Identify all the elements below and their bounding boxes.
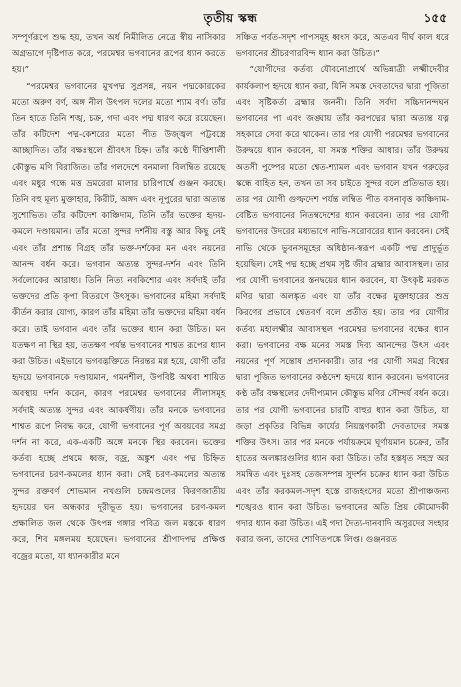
paragraph: “পরমেশ্বর ভগবানের মুখপদ্ম সুপ্রসন্ন, নয়ন পদ্মকোরকের মতো অরুণ বর্ণ, অঙ্গ নীল উৎপল দলের মতো শ্যাম বর্ণ। তাঁর তিন হাতে তিনি শঙ্খ, চক্র, গদা এবং পদ্ম ধারণ করে রয়েছেন। তাঁর কটিদেশ পদ্ম-কেশরের মতো পীত উজ্জ্বল পট্টবস্ত্রে আচ্ছাদিত। তাঁর বক্ষঃস্থলে শ্রীবৎস চিহ্ন। তাঁর কণ্ঠে দীপ্তিশালী কৌস্তুভ মণি বিরাজিত। তাঁর গলদেশে বনমালা বিলম্বিত রয়েছে এবং মধুর গন্ধে মত্ত ভ্রমরেরা মালার চারিপার্শ্বে গুঞ্জন করছে। তিনি বহু মূল্য মুক্তাহার, কিরীট, অঙ্গদ এবং নূপুরের দ্বারা অত্যন্ত সুশোভিত। তাঁর কটিদেশ কাঞ্চিদাম, তিনি তাঁর ভক্তের হৃদয়-কমলে দণ্ডায়মান। তাঁর মতো সুন্দর দর্শনীয় বস্তু আর কিছু নেই এবং তাঁর প্রশান্ত বিগ্রহ তাঁর ভক্ত-দর্শকের মন এবং নয়নের আনন্দ বর্ধন করে। ভগবান অত্যন্ত সুন্দর-দর্শন এবং তিনি সর্বলোকের আরাধ্য। তিনি নিত্য নবকিশোর এবং সর্বদাই তাঁর ভক্তদের প্রতি কৃপা বিতরণে উৎসুক। ভগবানের মহিমা সর্বদাই কীর্তন করার যোগ্য, কারণ তাঁর মহিমা তাঁর ভক্তদের মহিমা বর্ধন করে। তাই ভগবান এবং তাঁর ভক্তের ধ্যান করা উচিত। মন যতক্ষণ না স্থির হয়, ততক্ষণ পর্যন্ত ভগবানের শাশ্বত রূপের ধ্যান করা উচিত। এইভাবে ভগবদ্ভক্তিতে নিরন্তর মগ্ন হয়ে, যোগী তাঁর হৃদয়ে ভগবানকে দণ্ডায়মান, গমনশীল, উপবিষ্ট অথবা শায়িত অবস্থায় দর্শন করেন, কারণ পরমেশ্বর ভগবানের লীলাসমূহ সর্বদাই অত্যন্ত সুন্দর এবং আকর্ষণীয়। তাঁর মনকে ভগবানের শাশ্বত রূপে নিবদ্ধ করে, যোগী ভগবানের পূর্ণ অবয়বের সমগ্র দর্শন না করে, এক-একটি অঙ্গে মনকে স্থির করবেন। ভক্তের কর্তব্য হচ্ছে প্রথমে ধ্বজ, বজ্র, অঙ্কুশ এবং পদ্ম চিহ্নিত ভগবানের চরণ-কমলের ধ্যান করা। সেই চরণ-কমলের অত্যন্ত সুন্দর রক্তবর্ণ শোভমান নখগুলি চন্দ্রমণ্ডলের কিরণজাতীয় হৃদয়ের ঘন অন্ধকার দূরীভূত হয়। ভগবানের চরণ-কমল প্রক্ষালিত জল থেকে উৎপন্ন গঙ্গার পবিত্র জল মস্তকে ধারণ করে, শিব মঙ্গলময় হয়েছেন। ভগবানের শ্রীপাদপদ্ম প্রক্ষিপ্ত বজ্রের মতো, যা ধ্যানকারীর মনে — [12, 81, 226, 562]
paragraph: “যোগীদের কর্তব্য যৌবনোপ্রার্থে অভিন্নাত্রী লক্ষ্মীদেবীর কার্যকলাপ হৃদয়ে ধ্যান করা, যিনি সমস্ত দেবতাদের দ্বারা পূজিতা এবং সৃষ্টিকর্তা ব্রহ্মার জননী। তিনি সর্বদা সচ্চিদানন্দঘন ভগবানের পা এবং জঙ্ঘায় তাঁর করপদ্মের দ্বারা অত্যন্ত যত্ন সহকারে সেবা করে থাকেন। তার পর যোগী পরমেশ্বর ভগবানের উরুদ্বয়ে ধ্যান করবেন, যা সমস্ত শক্তির আধার। তাঁর উরুদ্বয় অতসী পুষ্পের মতো শ্বেত-শ্যামল এবং ভগবান যখন গরুড়ের স্কন্ধে বাহিত হন, তখন তা সব চাইতে সুন্দর বলে প্রতিভাত হয়। তার পর যোগী গুল্ফদেশ পর্যন্ত লম্বিত পীত বসনাবৃত্ত কাঞ্চিদাম-বেষ্টিত ভগবানের নিতম্বদেশের ধ্যান করবেন। তার পর যোগী ভগবানের উদরের মধ্যভাগে নাভি-সরোবরের ধ্যান করবেন। সেই নাভি থেকে ভুবনসমূহের অধিষ্ঠান-স্বরূপ একটি পদ্ম প্রাদুর্ভূত হয়েছিল। সেই পদ্ম হচ্ছে প্রথম সৃষ্ট জীব ব্রহ্মার আবাসস্থল। তার পর যোগী ভগবানের স্তনদ্বয়ের ধ্যান করবেন, যা উৎকৃষ্ট মরকত মণির দ্বারা অলঙ্কৃত এবং যা তাঁর বক্ষের মুক্তাহারের শুভ্র কিরণের প্রভাবে শ্বেতবর্ণ বলে প্রতীত হয়। তার পর যোগীর কর্তব্য মহালক্ষ্মীর আবাসস্থল পরমেশ্বর ভগবানের বক্ষের ধ্যান করা। ভগবানের বক্ষ মনের সমস্ত দিব্য আনন্দের উৎস এবং নয়নের পূর্ণ সন্তোষ প্রদানকারী। তার পর যোগী সমগ্র বিশ্বের দ্বারা পূজিত ভগবানের কণ্ঠদেশ হৃদয়ে ধ্যান করবেন। ভগবানের কণ্ঠ তাঁর বক্ষস্থলের দেদীপ্যমান কৌস্তুভ মণির সৌন্দর্য বর্ধন করে। তার পর যোগী ভগবানের চারটি বাহুর ধ্যান করা উচিত, যা জড়া প্রকৃতির বিভিন্ন কার্যের নিয়ন্ত্রণকারী দেবতাদের সমস্ত শক্তির উৎস। তার পর মনকে পর্যায়ক্রমে ঘূর্ণায়মান চক্রের, তাঁর হাতের অলঙ্কারগুলির ধ্যান করা উচিত। তাঁর হস্তধৃত সহস্র অর সমন্বিত এবং দুঃসহ তেজসম্পন্ন সুদর্শন চক্রের ধ্যান করা উচিত এবং তাঁর করকমল-সদৃশ হস্তে রাজহংসের মতো শ্রীপাঞ্চজন্য শঙ্খেরও ধ্যান করা উচিত। ভগবানের অতি প্রিয় কৌমোদকী গদার ধ্যান করা উচিত। এই গদা দৈত্য-দানবাদি অসুরদের সংহার করার জন্য, তাদের শোণিতপঙ্কে লিপ্ত। গুঞ্জনরত — [235, 65, 449, 546]
right-column — [236, 30, 450, 670]
page-header — [12, 10, 449, 30]
paragraph: সঞ্চিত পর্বত-সদৃশ পাপসমূহ ধ্বংস করে, অতএব দীর্ঘ কাল ধরে ভগবানের শ্রীচরণারবিন্দ ধ্যান করা উচিত।” — [235, 33, 449, 60]
left-column — [12, 30, 226, 670]
paragraph: সম্পূর্ণরূপে শুদ্ধ হয়, তখন অর্ধ নিমীলিত নেত্রে স্বীয় নাসিকার অগ্রভাগে দৃষ্টিপাত করে, পরমেশ্বর ভগবানের রূপের ধ্যান করতে হয়।” — [12, 33, 226, 76]
text-columns — [12, 30, 449, 670]
page-number: ১৫৫ — [423, 11, 447, 25]
chapter-title: তৃতীয় স্কন্ধ — [203, 11, 258, 25]
